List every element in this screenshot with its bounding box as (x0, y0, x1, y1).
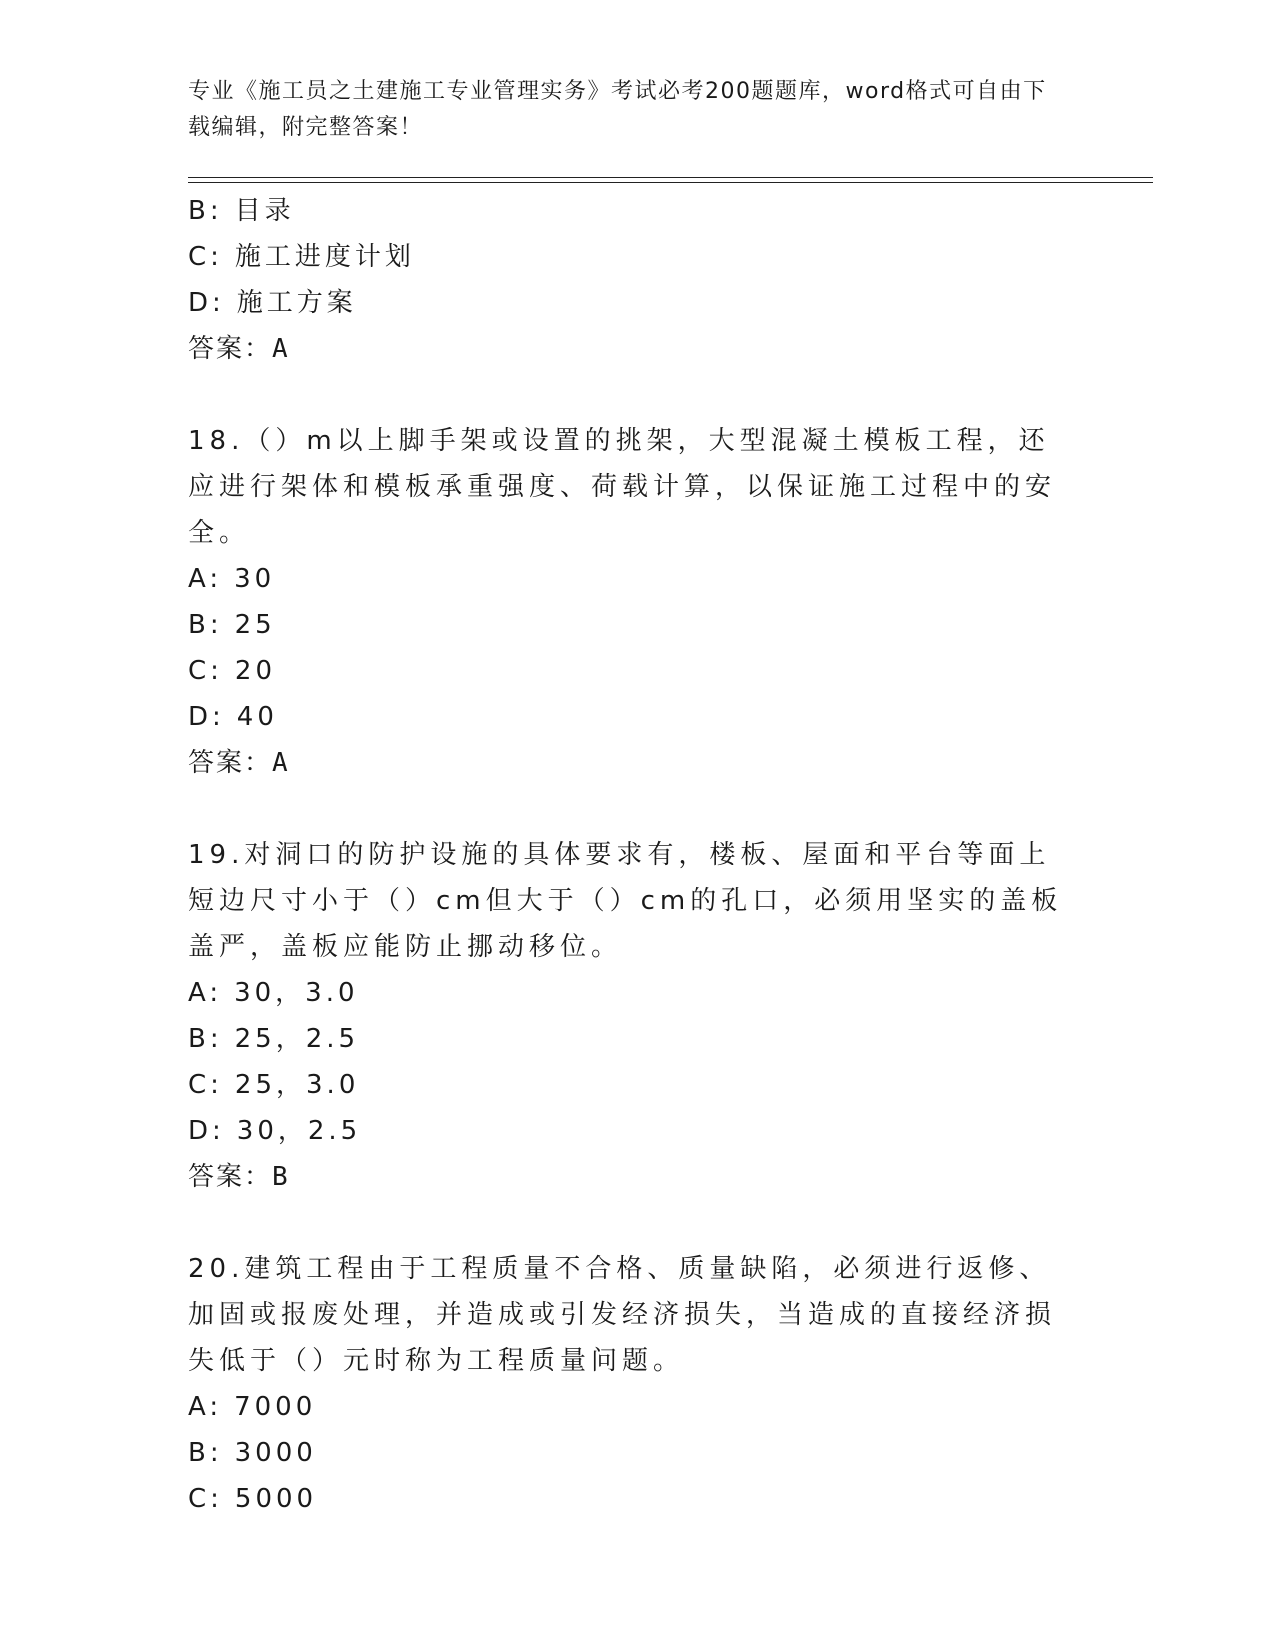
option-a (188, 970, 1088, 1016)
option-text: 30，2.5 (236, 1116, 362, 1146)
option-text: 40 (236, 702, 278, 732)
option-text: 30，3.0 (234, 978, 359, 1008)
question-text: 18.（）m以上脚手架或设置的挑架，大型混凝土模板工程，还应进行架体和模板承重强度、荷载计算，以保证施工过程中的安全。 (188, 426, 1057, 548)
question-18 (188, 418, 1088, 786)
question-20 (188, 1246, 1088, 1522)
answer-line: 答案：A (188, 334, 290, 364)
option-text: 施工进度计划 (234, 242, 415, 272)
option-text: 25 (234, 610, 276, 640)
option-b (188, 602, 1088, 648)
header-divider-top (188, 177, 1153, 178)
option-b (188, 188, 1088, 234)
option-d (188, 280, 1088, 326)
option-c (188, 648, 1088, 694)
spacer (188, 786, 1088, 832)
option-d (188, 694, 1088, 740)
option-text: 20 (234, 656, 277, 686)
spacer (188, 372, 1088, 418)
option-a (188, 1384, 1088, 1430)
question-content (188, 188, 1088, 1522)
option-label: D: (188, 702, 225, 732)
option-label: A: (188, 978, 223, 1008)
header-divider-bottom (188, 182, 1153, 183)
option-label: C: (188, 1070, 223, 1100)
option-a (188, 556, 1088, 602)
option-label: B: (188, 196, 223, 226)
option-label: C: (188, 1484, 223, 1514)
option-text: 7000 (234, 1392, 317, 1422)
option-label: C: (188, 242, 223, 272)
question-text: 19.对洞口的防护设施的具体要求有，楼板、屋面和平台等面上短边尺寸小于（）cm但大于（）cm的孔口，必须用坚实的盖板盖严，盖板应能防止挪动移位。 (188, 840, 1063, 962)
option-text: 3000 (234, 1438, 317, 1468)
answer-line: 答案：A (188, 748, 290, 778)
option-text: 施工方案 (236, 288, 357, 318)
prev-question-block (188, 188, 1088, 372)
option-d (188, 1108, 1088, 1154)
option-b (188, 1016, 1088, 1062)
option-label: D: (188, 288, 225, 318)
option-text: 25，2.5 (234, 1024, 360, 1054)
option-c (188, 1062, 1088, 1108)
answer-line: 答案：B (188, 1162, 290, 1192)
option-label: D: (188, 1116, 225, 1146)
document-header: 专业《施工员之土建施工专业管理实务》考试必考200题题库，word格式可自由下载编辑，附完整答案！ (188, 79, 1047, 140)
option-label: A: (188, 564, 223, 594)
option-label: B: (188, 1024, 223, 1054)
option-label: B: (188, 610, 223, 640)
option-c (188, 1476, 1088, 1522)
option-c (188, 234, 1088, 280)
spacer (188, 1200, 1088, 1246)
option-label: B: (188, 1438, 223, 1468)
question-19 (188, 832, 1088, 1200)
option-label: A: (188, 1392, 223, 1422)
option-b (188, 1430, 1088, 1476)
option-label: C: (188, 656, 223, 686)
option-text: 30 (234, 564, 276, 594)
option-text: 25，3.0 (234, 1070, 360, 1100)
question-text: 20.建筑工程由于工程质量不合格、质量缺陷，必须进行返修、加固或报废处理，并造成或引发经济损失，当造成的直接经济损失低于（）元时称为工程质量问题。 (188, 1254, 1057, 1376)
option-text: 目录 (234, 196, 295, 226)
option-text: 5000 (234, 1484, 318, 1514)
